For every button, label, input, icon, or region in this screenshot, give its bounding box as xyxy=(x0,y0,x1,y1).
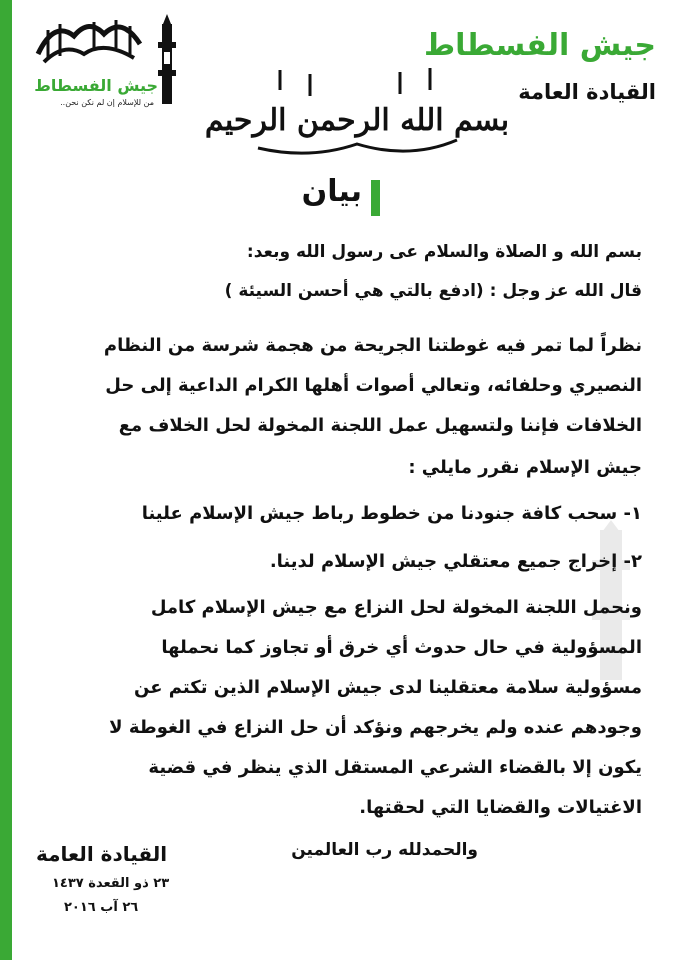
body-line: النصيري وحلفائه، وتعالي أصوات أهلها الكرام الداعية إلى حل xyxy=(105,375,642,396)
shahada-banner-icon xyxy=(34,14,144,76)
command-label: القيادة العامة xyxy=(518,80,656,104)
org-name: جيش الفسطاط xyxy=(423,28,656,63)
intro-line: قال الله عز وجل : (ادفع بالتي هي أحسن السيئة ) xyxy=(224,281,642,301)
signature-hijri-date: ٢٣ ذو القعدة ١٤٣٧ xyxy=(52,876,170,891)
intro-line: بسم الله و الصلاة والسلام عى رسول الله وبعد: xyxy=(246,242,642,262)
signature-greg-date: ٢٦ آب ٢٠١٦ xyxy=(64,900,139,915)
body-line: ونحمل اللجنة المخولة لحل النزاع مع جيش الإسلام كامل xyxy=(150,597,642,618)
logo-motto: من للإسلام إن لم نكن نحن.. xyxy=(60,98,154,107)
body-line: مسؤولية سلامة معتقلينا لدى جيش الإسلام الذين تكتم عن xyxy=(134,677,642,698)
org-logo xyxy=(34,14,184,124)
green-side-stripe xyxy=(0,0,12,960)
basmala-text: بسم الله الرحمن الرحيم xyxy=(204,103,510,138)
body-line: وجودهم عنده ولم يخرجهم ونؤكد أن حل النزاع في الغوطة لا xyxy=(109,717,642,738)
title-accent-bar xyxy=(371,180,380,216)
closing-praise: والحمدلله رب العالمين xyxy=(291,840,478,860)
decision-item: ١- سحب كافة جنودنا من خطوط رباط جيش الإسلام علينا xyxy=(141,503,642,524)
title-text: بيان xyxy=(301,174,362,209)
body-line: الاغتيالات والقضايا التي لحقتها. xyxy=(359,797,642,818)
body-line: جيش الإسلام نقرر مايلي : xyxy=(408,457,642,478)
logo-org-name: جيش الفسطاط xyxy=(34,76,158,95)
decision-item: ٢- إخراج جميع معتقلي جيش الإسلام لدينا. xyxy=(269,551,642,572)
body-line: نظراً لما تمر فيه غوطتنا الجريحة من هجمة شرسة من النظام xyxy=(103,335,642,356)
signature-command: القيادة العامة xyxy=(36,842,168,866)
body-line: يكون إلا بالقضاء الشرعي المستقل الذي ينظر في قضية xyxy=(148,757,642,778)
body-line: المسؤولية في حال حدوث أي خرق أو تجاوز كما نحملها xyxy=(161,637,642,658)
basmala-calligraphy xyxy=(204,60,510,165)
body-line: الخلافات فإننا ولتسهيل عمل اللجنة المخولة لحل الخلاف مع xyxy=(118,415,642,436)
